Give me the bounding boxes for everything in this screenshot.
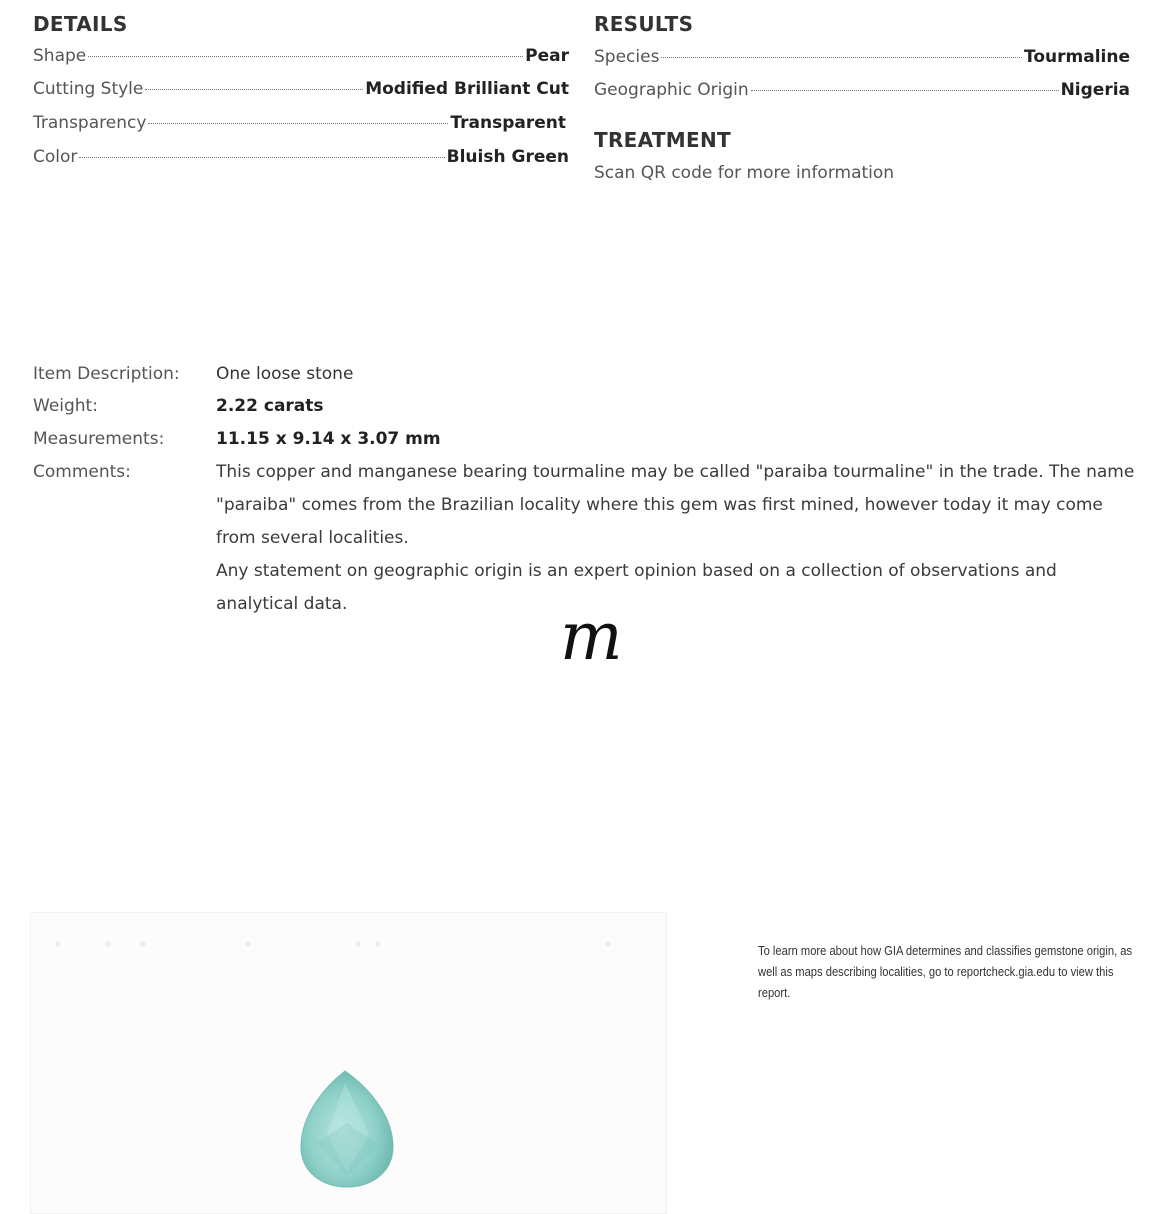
comment-paragraph: Any statement on geographic origin is an expert opinion based on a collection of observations and analytical data. (216, 561, 1057, 614)
detail-label: Shape (33, 46, 87, 66)
detail-value: Transparent (450, 113, 566, 133)
faint-markings (45, 941, 645, 949)
comments-text (216, 456, 1141, 621)
result-label: Geographic Origin (594, 80, 749, 100)
detail-row-shape (33, 46, 569, 66)
detail-row-color (33, 147, 569, 167)
result-label: Species (594, 47, 660, 67)
weight-label: Weight: (33, 396, 98, 416)
comment-paragraph: This copper and manganese bearing tourmaline may be called "paraiba tourmaline" in the trade. The name "paraiba" comes from the Brazilian locality where this gem was first mined, however today it may come from several localities. (216, 462, 1135, 548)
detail-row-transparency (33, 113, 566, 133)
detail-value: Modified Brilliant Cut (365, 79, 569, 99)
result-value: Nigeria (1060, 80, 1130, 100)
comments-label: Comments: (33, 462, 131, 482)
result-row-species (594, 47, 1130, 67)
signature: m (560, 598, 621, 675)
dotted-leader (145, 89, 363, 90)
detail-value: Pear (525, 46, 569, 66)
weight-value: 2.22 carats (216, 396, 324, 416)
dotted-leader (88, 56, 523, 57)
item-description-value: One loose stone (216, 364, 354, 384)
detail-label: Transparency (33, 113, 147, 133)
dotted-leader (661, 57, 1022, 58)
gem-image (297, 1063, 397, 1193)
results-heading: RESULTS (594, 12, 694, 36)
treatment-note: Scan QR code for more information (594, 163, 895, 183)
measurements-label: Measurements: (33, 429, 165, 449)
dotted-leader (751, 90, 1059, 91)
details-heading: DETAILS (33, 12, 128, 36)
origin-info-note: To learn more about how GIA determines and classifies gemstone origin, as well as maps describing localities, go to reportcheck.gia.edu to view this report. (758, 943, 1133, 1000)
dotted-leader (79, 157, 444, 158)
treatment-heading: TREATMENT (594, 128, 731, 152)
result-value: Tourmaline (1024, 47, 1130, 67)
detail-value: Bluish Green (446, 147, 569, 167)
item-description-label: Item Description: (33, 364, 180, 384)
measurements-value: 11.15 x 9.14 x 3.07 mm (216, 429, 441, 449)
dotted-leader (148, 123, 448, 124)
result-row-geographic-origin (594, 80, 1130, 100)
detail-row-cutting-style (33, 79, 569, 99)
detail-label: Color (33, 147, 78, 167)
gem-photo-panel (30, 912, 667, 1214)
detail-label: Cutting Style (33, 79, 144, 99)
